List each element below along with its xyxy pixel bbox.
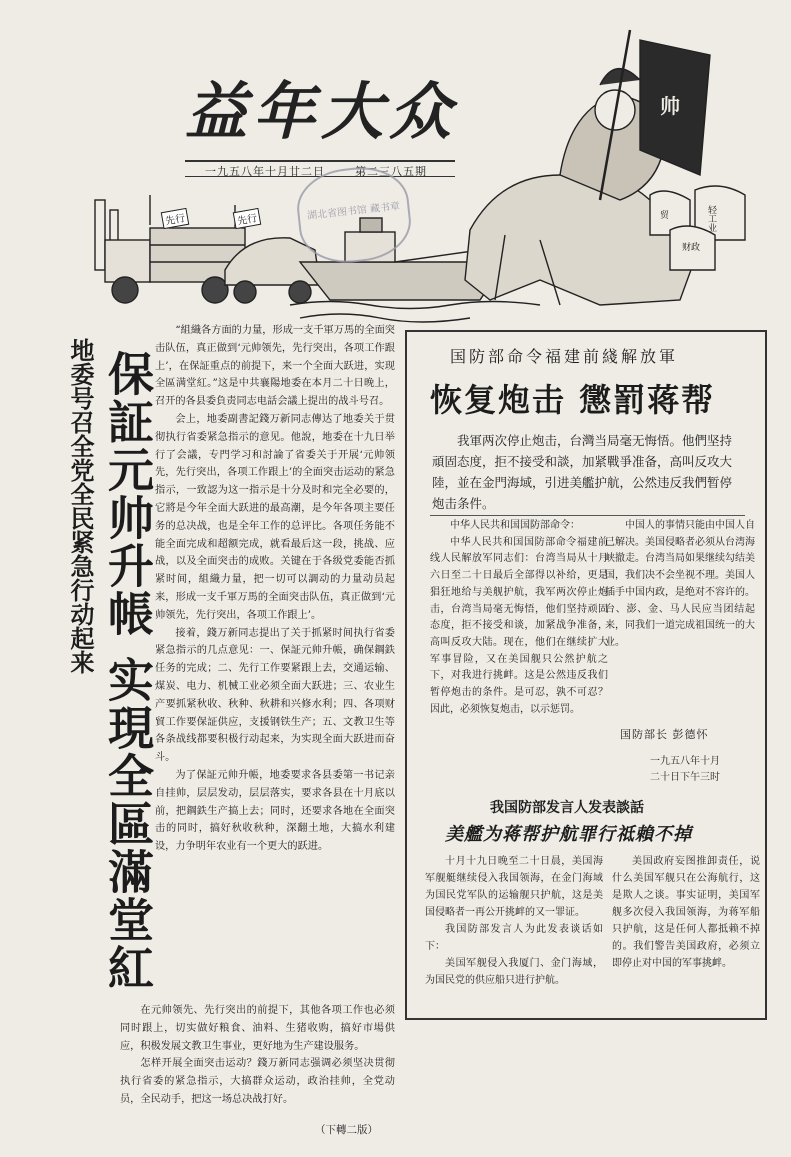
issue-number: 第二三八五期: [355, 165, 427, 178]
order-signature: 国防部长 彭德怀: [620, 728, 709, 741]
spokesman-paragraph: 十月十九日晚至二十日晨，美国海军舰艇继续侵入我国领海，在金门海域为国民党军队的运输舰只护航，这是美国侵略者一再公开挑衅的又一罪证。: [425, 856, 603, 918]
announcement-summary: [432, 430, 732, 514]
order-paragraph: 中华人民共和国国防部命令福建前线人民解放军同志们：台湾当局从十月六日至二十日最后全部得以补给，更是猖狂地给与美舰护航，我军两次停止炮击，台湾当局毫无悔悟，他们坚持顽固态度，拒不接受和谈，加紧战争准备，高叫反攻大陆。现在，他们在继续扩大军事冒险，又在美国舰只公然护航之下，对我进行挑衅。这是公然违反我们暂停炮击的条件。是可忍，孰不可忍？因此，必须恢复炮击，以示惩罚。: [430, 536, 608, 715]
article-paragraph: 在元帅领先、先行突出的前提下，其他各项工作也必须同时跟上，切实做好粮食、油料、生猪收购，搞好市場供应，积极发展文教卫生事业，更好地为生产建设服务。: [120, 1005, 395, 1052]
spokesman-paragraph: 美国军舰侵入我厦门、金门海域，为国民党的供应船只进行护航。: [425, 958, 603, 986]
spokesman-paragraph: 美国政府妄图推卸责任，说什么美国军舰只在公海航行，这是欺人之谈。事实证明，美国军舰多次侵入我国领海，为蒋军船只护航，这是任何人都抵赖不掉的。我们警告美国政府，必须立即停止对中国的军事挑衅。: [612, 856, 760, 969]
lead-article-bottom: [120, 1002, 395, 1109]
spokesman-headline: 美艦为蒋帮护航罪行祗賴不掉: [445, 824, 692, 845]
car-flag-label: 先行: [233, 208, 262, 229]
order-time: 二十日下午三时: [650, 772, 720, 783]
article-paragraph: 接着，錢万新同志提出了关于抓紧时间执行省委紧急指示的几点意见：一、保証元帅升帳，确保鋼鉄任务的完成；二、先行工作要紧跟上去，交通运输、煤炭、电力、机械工业必须全面大跃进；三、农业生产要抓紧秋收、秋种、秋耕和兴修水利；四、各项财貿工作要保証供应，支援钢铁生产；五、文教卫生等各条战线都要积极行动起来，为实现全面大跃进而奋斗。: [155, 627, 395, 764]
order-paragraph: 中国人的事情只能由中国人自己解决。美国侵略者必须从台湾海峡撤走。台湾当局如果继续勾结美国，我们决不会坐视不理。美国人插手中国内政，是绝对不容许的。台、澎、金、马人民应当团结起来，同我们一道完成祖国统一的大业。: [605, 520, 755, 648]
order-paragraph: 中华人民共和国国防部命令：: [450, 520, 580, 531]
summary-text: 我軍两次停止炮击，台灣当局毫无悔悟。他們坚持頑固态度，拒不接受和談，加紧戰爭准备，高叫反攻大陸，並在金門海域，引进美艦护航，公然违反我們暂停炮击条件。: [432, 433, 733, 511]
publication-date: 一九五八年十月廿二日: [205, 165, 325, 178]
lead-headline: 保証元帅升帳 实現全區滿堂紅: [101, 350, 155, 993]
article-paragraph: 会上，地委副書記錢万新同志傳达了地委关于贯彻执行省委紧急指示的意见。他說，地委在十九日举行了会議，专門学习和討論了省委关于开展‘元帅领先，先行突出，各项工作跟上’的全面突击运动的紧急指示，一致認为这一指示是十分及时和完全必要的，它將是今年全面大跃进的最高潮，是今年各项主要任务的总决战，也是全年工作的总评比。各项任务能不能全面完成和超额完成，就看最后这一段，挑战、应战，以及全面突击的成败。关键在于各级党委能否抓紧时间，組織力量，把一切可以調动的力量动员起来，形成一支千軍万馬的全面突击队伍，真正做到‘元帅领先，先行突出，各项工作跟上’。: [155, 413, 395, 621]
article-paragraph: 怎样开展全面突击运动？錢万新同志强调必须坚决贯彻执行省委的紧急指示，大搞群众运动，政治挂帅，全党动员，全民动手，把这一场总决战打好。: [120, 1058, 395, 1105]
article-paragraph: 为了保証元帅升帳，地委要求各县委第一书记亲自挂帅，层层发动，层层落实，要求各县在十月底以前，把鋼鉄生产搞上去；同时，还要求各地在全面突击的同时，搞好秋收秋种，深翻土地，大搞水利建设，力争明年农业有一个更大的跃进。: [155, 769, 395, 853]
spokesman-text-column: [425, 853, 603, 989]
order-date: 一九五八年十月: [650, 756, 720, 767]
announcement-kicker: 国防部命令福建前綫解放軍: [450, 347, 679, 366]
truck-flag-label: 先行: [161, 208, 190, 229]
sack-label: 财政: [682, 243, 701, 253]
lead-sub-headline: 地委号召全党全民紧急行动起来: [66, 338, 94, 674]
divider: [430, 515, 745, 516]
order-text-column: [605, 518, 755, 652]
article-paragraph: “組織各方面的力量，形成一支千軍万馬的全面突击队伍，真正做到‘元帅领先，先行突出，各项工作跟上’，在保証重点的前提下，来一个全面大跃进，实现全區满堂紅。”这是中共襄陽地委在本月二十日晚上，召开的各县委負责同志电話会議上提出的战斗号召。: [155, 325, 395, 408]
continued-note: （下轉二版）: [315, 1124, 378, 1136]
spokesman-sub-headline: 我国防部发言人发表談話: [490, 800, 644, 816]
sack-label: 贸: [660, 211, 670, 221]
banner-label: 帅: [660, 94, 680, 118]
order-text-column: [430, 518, 608, 718]
stamp-text: 湖北省图书馆 藏书章: [306, 201, 401, 222]
announcement-headline: 恢复炮击 懲罰蒋帮: [430, 381, 716, 419]
newspaper-title: 益年大众: [185, 75, 458, 148]
spokesman-paragraph: 我国防部发言人为此发表谈话如下：: [425, 924, 603, 952]
spokesman-text-column: [612, 853, 760, 972]
chimney: [95, 200, 105, 270]
lead-article-body: [155, 322, 395, 856]
sack-label: 轻工业: [706, 205, 716, 232]
masthead-rule: [185, 160, 455, 162]
